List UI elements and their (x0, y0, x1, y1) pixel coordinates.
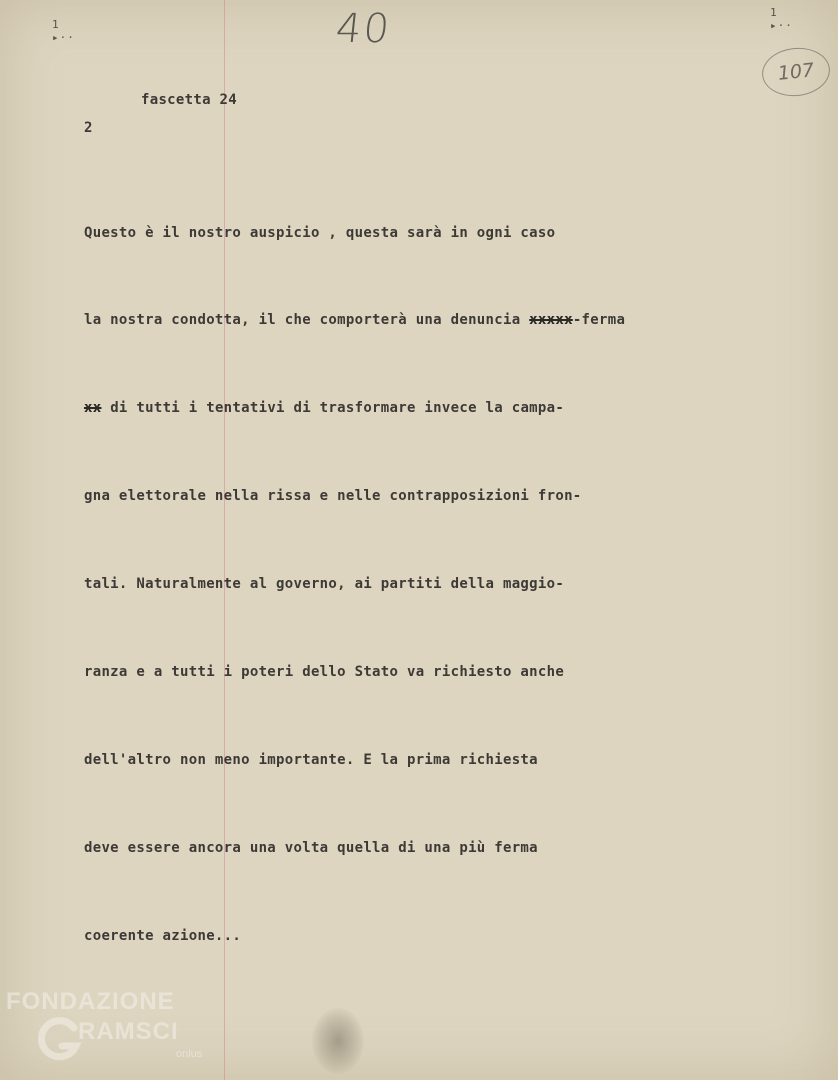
handwritten-folio-number: 40 (333, 6, 394, 52)
archive-page-stamp (760, 45, 833, 100)
text-line: gna elettorale nella rissa e nelle contrapposizioni fron- (84, 488, 582, 505)
stamp-number: 107 (776, 59, 816, 85)
text-line: dell'altro non meno importante. E la prima richiesta (84, 751, 538, 768)
text-line: xx di tutti i tentativi di trasformare invece la campa- (84, 400, 565, 417)
text-line: Questo è il nostro auspicio , questa sarà in ogni caso (84, 224, 556, 241)
struck-out-text: xxxxx (529, 312, 573, 329)
page-number: 2 (84, 120, 93, 136)
watermark-line1: FONDAZIONE (6, 988, 175, 1015)
text-line: deve essere ancora una volta quella di una più ferma (84, 839, 538, 856)
watermark-suffix: onlus (176, 1048, 203, 1060)
staple-mark-left: 1 ▸·· (52, 18, 75, 44)
typed-body-text (84, 160, 625, 1010)
fondazione-gramsci-watermark-logo (6, 988, 216, 1068)
text-line: ranza e a tutti i poteri dello Stato va richiesto anche (84, 664, 565, 681)
text-line: la nostra condotta, il che comporterà una denuncia xxxxx-ferma (84, 312, 626, 329)
text-line: tali. Naturalmente al governo, ai partiti della maggio- (84, 576, 565, 593)
watermark-line2: RAMSCI (78, 1018, 179, 1045)
struck-out-text: xx (84, 400, 102, 417)
text-line: coerente azione... (84, 927, 242, 944)
fingerprint-smudge (312, 1008, 364, 1074)
staple-mark-right: 1 ▸·· (770, 6, 793, 32)
document-heading: fascetta 24 (141, 92, 238, 108)
